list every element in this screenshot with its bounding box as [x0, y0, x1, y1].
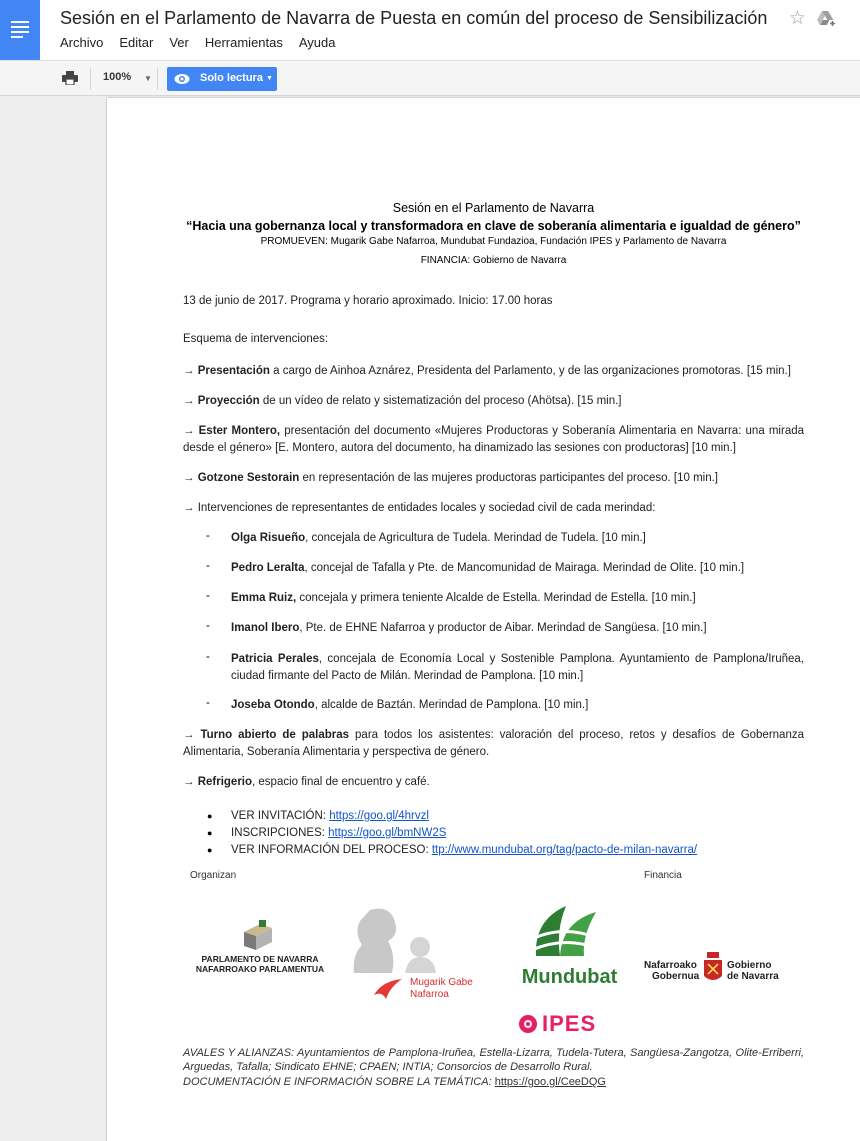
gobierno-name-eu-2: Gobernua: [652, 971, 700, 982]
list-item: [231, 620, 804, 637]
coat-of-arms-icon: [704, 952, 722, 984]
speaker-name: Pedro Leralta: [231, 562, 305, 574]
gobierno-name-eu: Nafarroako: [644, 960, 697, 971]
list-item: [231, 842, 697, 859]
app-header: [0, 0, 860, 60]
paragraph: [183, 470, 804, 487]
dash-marker: -: [206, 697, 210, 709]
menu-herramientas[interactable]: Herramientas: [204, 35, 283, 50]
view-mode-label: Solo lectura: [200, 72, 263, 84]
mundubat-logo: [512, 900, 627, 995]
esquema-line: Esquema de intervenciones:: [183, 333, 329, 345]
date-line: 13 de junio de 2017. Programa y horario aproximado. Inicio: 17.00 horas: [183, 295, 553, 307]
item-title: → Proyección: [183, 395, 260, 407]
chevron-down-icon: ▼: [266, 75, 273, 82]
bullet-marker: ●: [207, 845, 213, 855]
speaker-name: Emma Ruiz,: [231, 592, 297, 604]
dash-marker: -: [206, 590, 210, 602]
paragraph: [183, 727, 804, 761]
avales-note: AVALES Y ALIANZAS: Ayuntamientos de Pamplona-Iruñea, Estella-Lizarra, Tudela-Tutera, Sangüesa-Zangotza, Olite-Erriberri, Arguedas, Tafalla; Sindicato EHNE; CPAEN; INTIA; Consorcios de Desarrollo Rural.: [183, 1047, 804, 1073]
mugarik-gabe-logo: [350, 905, 490, 1015]
item-text: a cargo de Ainhoa Aznárez, Presidenta del Parlamento, y de las organizaciones promotoras. [15 min.]: [269, 365, 791, 377]
doc-subheading: “Hacia una gobernanza local y transformadora en clave de soberanía alimentaria e igualdad de género”: [186, 219, 801, 233]
toolbar: [0, 60, 860, 96]
mundubat-name: Mundubat: [521, 966, 618, 988]
bullet-marker: ●: [207, 811, 213, 821]
people-silhouette-icon: [350, 905, 440, 975]
menu-bar: [60, 35, 352, 50]
promueven-line: PROMUEVEN: Mugarik Gabe Nafarroa, Mundubat Fundazioa, Fundación IPES y Parlamento de Navarra: [260, 236, 727, 247]
speaker-name: Patricia Perales: [231, 653, 319, 665]
parlamento-logo: [190, 918, 330, 978]
speaker-name: Olga Risueño: [231, 532, 306, 544]
menu-ver[interactable]: Ver: [169, 35, 189, 50]
bird-icon: [372, 977, 404, 1001]
speaker-role: , alcalde de Baztán. Merindad de Pamplona. [10 min.]: [314, 699, 589, 711]
doc-heading: Sesión en el Parlamento de Navarra: [392, 201, 595, 215]
move-to-drive-icon[interactable]: [816, 10, 836, 28]
speaker-role: , concejal de Tafalla y Pte. de Mancomunidad de Mairaga. Merindad de Olite. [10 min.]: [304, 562, 745, 574]
item-title: → Refrigerio: [183, 776, 253, 788]
dash-marker: -: [206, 560, 210, 572]
item-text: , espacio final de encuentro y café.: [252, 776, 430, 788]
item-title: → Ester Montero,: [183, 425, 281, 437]
toolbar-divider: [90, 68, 91, 90]
item-title: → Presentación: [183, 365, 270, 377]
list-item: [231, 825, 446, 842]
parliament-building-icon: [242, 918, 274, 952]
speaker-role: , concejala de Agricultura de Tudela. Merindad de Tudela. [10 min.]: [305, 532, 646, 544]
menu-archivo[interactable]: Archivo: [60, 35, 104, 50]
menu-editar[interactable]: Editar: [119, 35, 154, 50]
mugarik-name: Mugarik Gabe: [410, 977, 473, 988]
item-text: para todos los asistentes: valoración del proceso, retos y desafíos de Gobernanza Alimentaria, Soberanía Alimentaria y perspectiva de género.: [183, 729, 804, 758]
gobierno-name: Gobierno: [727, 960, 772, 971]
docs-home-icon[interactable]: [0, 0, 40, 60]
invitation-link[interactable]: https://goo.gl/4hrvzl: [329, 810, 429, 822]
eye-icon: [174, 72, 190, 86]
dash-marker: -: [206, 620, 210, 632]
process-info-link[interactable]: ttp://www.mundubat.org/tag/pacto-de-milan-navarra/: [431, 844, 698, 856]
print-icon[interactable]: [62, 71, 78, 85]
zoom-select[interactable]: 100%: [103, 71, 132, 83]
paragraph: [183, 393, 804, 410]
list-item: [231, 808, 429, 825]
financia-label: Financia: [644, 870, 682, 881]
link-label: INSCRIPCIONES:: [231, 827, 329, 839]
star-icon[interactable]: ☆: [789, 8, 807, 29]
paragraph: [183, 423, 804, 457]
paragraph: [183, 774, 804, 791]
documentation-note: [183, 1075, 804, 1089]
paragraph: [183, 363, 804, 380]
registration-link[interactable]: https://goo.gl/bmNW2S: [328, 827, 447, 839]
parlamento-name: PARLAMENTO DE NAVARRA: [201, 954, 319, 964]
speaker-role: , Pte. de EHNE Nafarroa y productor de Aibar. Merindad de Sangüesa. [10 min.]: [299, 622, 707, 634]
list-item: [231, 697, 804, 714]
bullet-marker: ●: [207, 828, 213, 838]
documentation-label: DOCUMENTACIÓN E INFORMACIÓN SOBRE LA TEMÁTICA:: [183, 1076, 495, 1088]
chevron-down-icon[interactable]: ▼: [144, 74, 152, 83]
speaker-role: , concejala de Economía Local y Sostenible Pamplona. Ayuntamiento de Pamplona/Iruñea, ciudad firmante del Pacto de Milán. Merindad de Pamplona. [10 min.]: [231, 653, 804, 682]
view-mode-button[interactable]: [167, 67, 277, 91]
documentation-link[interactable]: https://goo.gl/CeeDQG: [494, 1076, 606, 1088]
toolbar-divider: [157, 68, 158, 90]
flower-icon: [518, 1014, 538, 1034]
speaker-name: Joseba Otondo: [231, 699, 315, 711]
dash-marker: -: [206, 651, 210, 663]
globe-leaves-icon: [526, 900, 602, 962]
item-title: → Gotzone Sestorain: [183, 472, 300, 484]
item-text: presentación del documento «Mujeres Productoras y Soberanía Alimentaria en Navarra: una mirada desde el género» [E. Montero, autora del documento, ha dinamizado las sesiones con productoras] [10 min.]: [183, 425, 805, 454]
list-item: [231, 651, 804, 685]
organizan-label: Organizan: [190, 870, 237, 881]
mugarik-name-2: Nafarroa: [410, 989, 449, 1000]
document-title[interactable]: Sesión en el Parlamento de Navarra de Puesta en común del proceso de Sensibilización: [60, 8, 768, 28]
paragraph: → Intervenciones de representantes de entidades locales y sociedad civil de cada merindad:: [183, 502, 656, 514]
menu-ayuda[interactable]: Ayuda: [298, 35, 336, 50]
item-title: → Turno abierto de palabras: [183, 729, 350, 741]
dash-marker: -: [206, 530, 210, 542]
parlamento-name-eu: NAFARROAKO PARLAMENTUA: [195, 964, 325, 974]
list-item: [231, 530, 804, 547]
list-item: [231, 590, 804, 607]
gobierno-navarra-logo: [644, 950, 794, 990]
speaker-role: concejala y primera teniente Alcalde de Estella. Merindad de Estella. [10 min.]: [296, 592, 696, 604]
gobierno-name-2: de Navarra: [727, 971, 779, 982]
ipes-name: IPES: [542, 1011, 597, 1036]
speaker-name: Imanol Ibero: [231, 622, 300, 634]
financia-line: FINANCIA: Gobierno de Navarra: [420, 255, 567, 266]
link-label: VER INVITACIÓN:: [231, 810, 330, 822]
item-text: de un vídeo de relato y sistematización del proceso (Ahötsa). [15 min.]: [259, 395, 622, 407]
list-item: [231, 560, 804, 577]
link-label: VER INFORMACIÓN DEL PROCESO:: [231, 844, 432, 856]
item-text: en representación de las mujeres productoras participantes del proceso. [10 min.]: [299, 472, 718, 484]
ipes-logo: [518, 1012, 630, 1038]
